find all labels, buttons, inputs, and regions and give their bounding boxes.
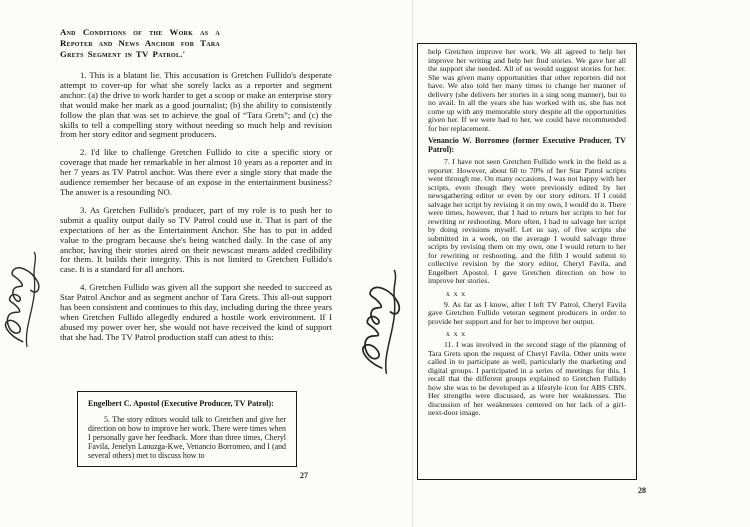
paragraph: 7. I have not seen Gretchen Fullido work in the field as a reporter. However, about 60 to 70% of her Star Patrol scripts went through me. On many occasions, I was not happy with her scripts, even though they were previously edited by her newsgathering editor or even by our story editors. If I could salvage her script by revising it on my own, I would do it. There were times, however, that I had to return her scripts to her for rewriting or reshooting. More often, I had to salvage her script by doing revisions myself. Let us say, of five scripts she submitted in a week, on the average I would salvage three scripts by revising them on my own, one I would return to her for rewriting or reshooting, and the fifth I would submit to collective revision by the story editor, Cheryl Favila, and Engelbert Apostol. I gave Gretchen direction on how to improve her stories. [428,157,626,285]
paragraph: 11. I was involved in the second stage of the planning of Tara Grets upon the request of Cheryl Favila. Other units were called in to participate as well, particularly the marketing and digital groups. I participated in a series of meetings for this. I recall that the different groups explained to Gretchen Fullido how she was to be developed as a lifestyle icon for ABS CBN. Her strengths were discussed, as were her weaknesses. The discussion of her weaknesses centered on her lack of a girl-next-door image. [428,340,626,417]
page-number: 27 [300,471,308,480]
page-header: And Conditions of the Work as a Repoter and News Anchor for Tara Grets Segment in TV Patrol.' [60,27,220,59]
section-separator: x x x [446,288,467,298]
paragraph: 5. The story editors would talk to Gretchen and give her direction on how to improve her work. There were times when I personally gave her feedback. More than three times, Cheryl Favila, Jenelyn Lanuzga-Kwe, Venancio Borromeo, and I (and several others) met to discuss how to [88,414,286,460]
quote-box-heading: Engelbert C. Apostol (Executive Producer, TV Patrol): [88,399,274,408]
quote-box [77,391,297,467]
quote-box-heading: Venancio W. Borromeo (former Executive Producer, TV Patrol): [428,136,626,154]
paragraph: 2. I'd like to challenge Gretchen Fullido to cite a specific story or coverage that made her remarkable in her almost 10 years as a reporter and in her 7 years as TV Patrol anchor. Was there ever a single story that made the audience remember her because of an expose in the entertainment business? The answer is a resounding NO. [60,147,332,197]
page-27 [60,27,332,351]
paragraph: 3. As Gretchen Fullido's producer, part of my role is to push her to submit a quality output daily so TV Patrol could use it. That is part of the expectations of her as the Entertainment Anchor. She has to put in added value to the program because she's being watched daily. In the case of any anchor, having their stories aired on their newscast means added credibility for them. It builds their integrity. This is not limited to Gretchen Fullido's case. It is a standard for all anchors. [60,204,332,275]
section-separator: x x x [446,329,467,338]
paragraph: 9. As far as I know, after I left TV Patrol, Cheryl Favila gave Gretchen Fullido veteran segment producers in order to provide her support and for her to improve her output. [428,299,626,326]
page-28 quote-box [417,43,637,480]
page-number: 28 [638,486,646,495]
handwritten-signature-icon [348,253,416,380]
handwritten-signature-icon [0,236,54,352]
page-edge-line [412,0,413,527]
paragraph: 1. This is a blatant lie. This accusation is Gretchen Fullido's desperate attempt to cover-up for what she sorely lacks as a reporter and segment anchor: (a) the drive to work harder to get a scoop or make an enterprise story that would make her mark as a good journalist; (b) the ability to consistently follow the plan that was set to achieve the goal of “Tara Grets”; and (c) the skills to tell a compelling story without needing so much help and revision from her story editor and segment producers. [60,70,332,140]
paragraph: 4. Gretchen Fullido was given all the support she needed to succeed as Star Patrol Anchor and as segment anchor of Tara Grets. This all-out support has been consistent and continues to this day, including during the three years when Gretchen Fullido allegedly endured a hostile work environment. If I abused my power over her, she would not have received the kind of support that she had. The TV Patrol production staff can attest to this: [60,282,332,342]
paragraph: help Gretchen improve her work. We all agreed to help her improve her writing and help her find stories. We gave her all the support she needed. All of us would suggest stories for her. She was given many opportunities that other reporters did not have. We also told her many times to change her manner of delivery (she delivers her stories in a sing song manner), but to no avail. In all the years she has worked with us, she has not come up with any memorable story despite all the opportunities given her. If we were bad to her, we could have recommended for her replacement. [428,47,626,133]
